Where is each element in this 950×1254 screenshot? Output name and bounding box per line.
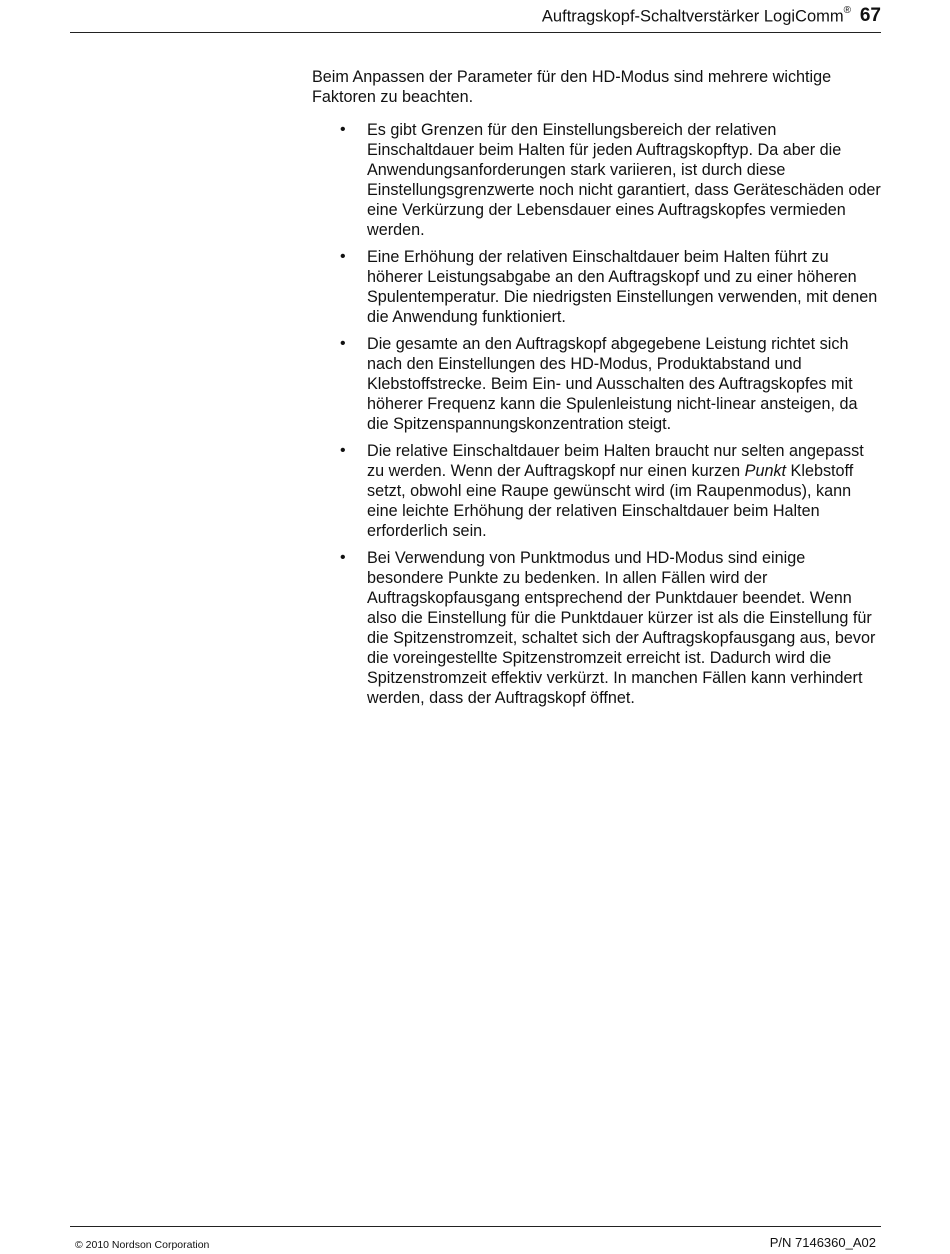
bullet-item <box>312 441 882 541</box>
bullet-text: Es gibt Grenzen für den Einstellungsbereich der relativen Einschaltdauer beim Halten für jeden Auftragskopftyp. Da aber die Anwendungsanforderungen stark variieren, ist durch diese Einstellungsgrenzwerte noch nicht garantiert, dass Geräteschäden oder eine Verkürzung der Lebensdauer eines Auftragskopfes vermieden werden. <box>367 121 881 239</box>
bullet-text-part: Klebstoff setzt, obwohl eine Raupe gewünscht wird (im Raupenmodus), kann eine leichte Erhöhung der relativen Einschaltdauer beim Halten erforderlich sein. <box>367 462 854 540</box>
main-content <box>312 67 882 715</box>
page-header <box>70 0 881 33</box>
bullet-dot-icon: • <box>340 549 346 566</box>
page-footer <box>70 1226 881 1251</box>
header-title-text: Auftragskopf-Schaltverstärker LogiComm <box>541 7 844 26</box>
part-number: P/N 7146360_A02 <box>769 1235 876 1250</box>
bullet-list <box>312 120 882 708</box>
registered-mark: ® <box>843 5 851 16</box>
bullet-dot-icon: • <box>340 121 346 138</box>
bullet-text: Bei Verwendung von Punktmodus und HD-Modus sind einige besondere Punkte zu bedenken. In allen Fällen wird der Auftragskopfausgang entsprechend der Punktdauer beendet. Wenn also die Einstellung für die Punktdauer kürzer ist als die Einstellung für die Spitzenstromzeit, schaltet sich der Auftragskopfausgang aus, bevor die voreingestellte Spitzenstromzeit erreicht ist. Dadurch wird die Spitzenstromzeit effektiv verkürzt. In manchen Fällen kann verhindert werden, dass der Auftragskopf öffnet. <box>367 549 876 707</box>
bullet-dot-icon: • <box>340 442 346 459</box>
bullet-item <box>312 247 882 327</box>
page-number: 67 <box>859 5 881 26</box>
bullet-text-part: Die relative Einschaltdauer beim Halten braucht nur selten angepasst zu werden. Wenn der Auftragskopf nur einen kurzen <box>367 442 864 480</box>
bullet-item <box>312 120 882 240</box>
bullet-dot-icon: • <box>340 335 346 352</box>
bullet-text: Eine Erhöhung der relativen Einschaltdauer beim Halten führt zu höherer Leistungsabgabe an den Auftragskopf und zu einer höheren Spulentemperatur. Die niedrigsten Einstellungen verwenden, mit denen die Anwendung funktioniert. <box>367 248 878 326</box>
intro-paragraph: Beim Anpassen der Parameter für den HD-Modus sind mehrere wichtige Faktoren zu beachten. <box>312 68 832 106</box>
bullet-item <box>312 548 882 708</box>
bullet-text-emphasis: Punkt <box>744 462 787 480</box>
copyright-text: © 2010 Nordson Corporation <box>75 1239 210 1251</box>
header-title <box>542 7 851 27</box>
bullet-dot-icon: • <box>340 248 346 265</box>
bullet-item <box>312 334 882 434</box>
bullet-text <box>367 442 864 540</box>
bullet-text: Die gesamte an den Auftragskopf abgegebene Leistung richtet sich nach den Einstellungen des HD-Modus, Produktabstand und Klebstoffstrecke. Beim Ein- und Ausschalten des Auftragskopfes mit höherer Frequenz kann die Spulenleistung nicht-linear ansteigen, da die Spitzenspannungskonzentration steigt. <box>367 335 858 433</box>
